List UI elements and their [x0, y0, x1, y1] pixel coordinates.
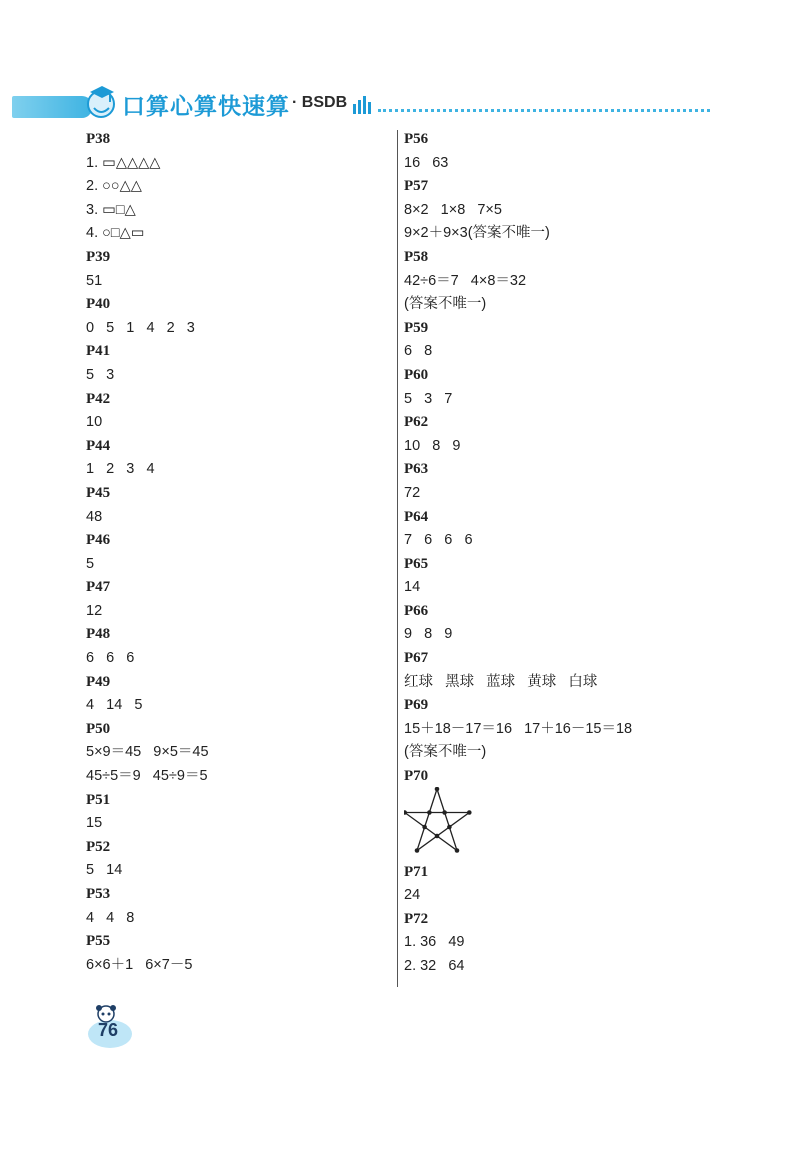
answer-line: 24: [404, 887, 421, 904]
answer-line: 15＋18－17＝16 17＋16－15＝18: [404, 720, 633, 737]
answer-line: 5 3 7: [404, 390, 453, 407]
page-reference-label: P70: [404, 768, 429, 785]
answer-line: 7 6 6 6: [404, 532, 473, 549]
page-reference-label: P55: [86, 933, 111, 950]
answer-line: 4 4 8: [86, 909, 135, 926]
answer-line: 9×2＋9×3(答案不唯一): [404, 225, 550, 242]
star-outline: [405, 789, 470, 851]
page-reference-label: P57: [404, 178, 429, 195]
answer-line: 1. ▭△△△△: [86, 154, 161, 171]
page-reference-label: P56: [404, 131, 429, 147]
answer-line: 3. ▭□△: [86, 201, 136, 218]
answer-line: 1. 36 49: [404, 934, 465, 951]
star-point: [467, 810, 472, 815]
header-color-band: [12, 96, 92, 118]
page-reference-label: P63: [404, 461, 429, 478]
page-reference-label: P65: [404, 555, 429, 572]
page-reference-label: P45: [86, 484, 111, 501]
answer-line: 12: [86, 602, 103, 619]
page-reference-label: P47: [86, 579, 111, 596]
page-reference-label: P64: [404, 508, 429, 525]
star-point: [447, 824, 452, 829]
book-title: 口算心算快速算: [122, 94, 290, 120]
page-reference-label: P53: [86, 886, 111, 902]
page-reference-label: P66: [404, 602, 429, 619]
five-point-star-icon: [404, 787, 474, 857]
page-reference-label: P60: [404, 366, 429, 383]
star-point: [427, 810, 432, 815]
answer-line: 5: [86, 555, 95, 572]
page-header: [0, 78, 800, 128]
page-reference-label: P50: [86, 720, 111, 737]
answer-line: 10 8 9: [404, 437, 461, 454]
page-reference-label: P40: [86, 296, 111, 313]
answer-line: 6 8: [404, 343, 433, 360]
page-reference-label: P46: [86, 532, 111, 549]
answer-line: 2. 32 64: [404, 958, 465, 974]
page-reference-label: P39: [86, 248, 111, 265]
answer-line: 10: [86, 414, 103, 431]
page-reference-label: P59: [404, 319, 429, 336]
answer-line: 45÷5＝9 45÷9＝5: [86, 768, 208, 785]
star-point: [435, 833, 440, 838]
answer-line: (答案不唯一): [404, 296, 487, 313]
page-reference-label: P69: [404, 697, 429, 714]
answer-line: 5 3: [86, 366, 115, 383]
header-dotted-rule: [378, 109, 710, 112]
answer-line: 51: [86, 272, 103, 289]
equalizer-bars-icon: [352, 92, 374, 114]
answer-line: 红球 黑球 蓝球 黄球 白球: [404, 673, 598, 690]
answers-left-column: [86, 128, 386, 977]
page-reference-label: P48: [86, 626, 111, 643]
star-point: [442, 810, 447, 815]
page-reference-label: P67: [404, 650, 429, 667]
answer-line: 4. ○□△▭: [86, 225, 145, 242]
page-reference-label: P44: [86, 437, 111, 454]
page-reference-label: P49: [86, 673, 111, 690]
page-number: 76: [98, 1020, 119, 1040]
answer-line: 4 14 5: [86, 697, 143, 714]
answer-line: 0 5 1 4 2 3: [86, 319, 195, 336]
column-divider: [397, 130, 398, 987]
answer-line: 16 63: [404, 154, 449, 171]
answer-line: 42÷6＝7 4×8＝32: [404, 272, 527, 289]
page-reference-label: P72: [404, 910, 429, 927]
star-point: [435, 787, 440, 791]
star-point: [415, 848, 420, 853]
answer-line: 14: [404, 579, 421, 596]
page-reference-label: P38: [86, 131, 111, 147]
answer-line: 72: [404, 484, 421, 501]
page-reference-label: P41: [86, 343, 111, 360]
answer-line: 6×6＋1 6×7－5: [86, 956, 193, 973]
answer-line: 6 6 6: [86, 650, 135, 667]
edition-code-text: BSDB: [301, 94, 348, 111]
answer-line: 9 8 9: [404, 626, 453, 643]
page-reference-label: P62: [404, 414, 429, 431]
page-reference-label: P52: [86, 838, 111, 855]
star-diagram: [404, 789, 744, 861]
page-reference-label: P58: [404, 248, 429, 265]
star-point: [455, 848, 460, 853]
answer-line: (答案不唯一): [404, 744, 487, 761]
answer-line: 8×2 1×8 7×5: [404, 201, 502, 218]
answer-line: 48: [86, 508, 103, 525]
book-edition-code: [292, 94, 347, 112]
answer-line: 1 2 3 4: [86, 461, 155, 478]
answers-right-column: [404, 128, 744, 979]
page-reference-label: P71: [404, 863, 429, 880]
answer-line: 5×9＝45 9×5＝45: [86, 744, 209, 761]
answer-line: 2. ○○△△: [86, 178, 142, 195]
page-reference-label: P51: [86, 791, 111, 808]
graduate-logo-icon: [84, 78, 120, 124]
answer-line: 5 14: [86, 862, 123, 879]
answer-line: 15: [86, 815, 103, 832]
page-reference-label: P42: [86, 390, 111, 407]
title-separator: ·: [292, 94, 298, 111]
star-point: [422, 824, 427, 829]
